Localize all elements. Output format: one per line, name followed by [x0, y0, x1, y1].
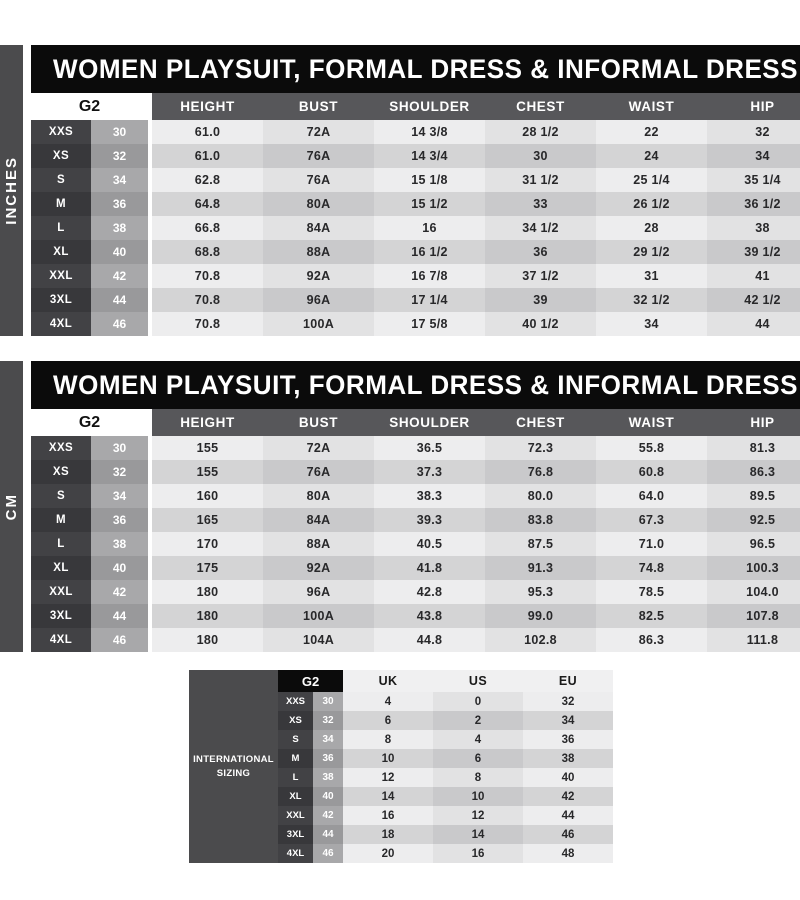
- data-cell: 104.0: [707, 580, 800, 604]
- intl-size-number: 44: [313, 825, 343, 844]
- data-cell: 30: [485, 144, 596, 168]
- data-cell: 34: [707, 144, 800, 168]
- data-cell: 76A: [263, 144, 374, 168]
- data-cell: 16 1/2: [374, 240, 485, 264]
- data-cell: 92A: [263, 264, 374, 288]
- data-cell: 92A: [263, 556, 374, 580]
- table-row-3xl: [31, 604, 800, 628]
- data-cell: 16 7/8: [374, 264, 485, 288]
- data-cell: 37 1/2: [485, 264, 596, 288]
- table-title-bar-cm: [31, 361, 800, 409]
- table-title-cm: WOMEN PLAYSUIT, FORMAL DRESS & INFORMAL DRESS: [53, 369, 799, 400]
- size-label: L: [31, 532, 91, 556]
- intl-data-cell: 38: [523, 749, 613, 768]
- intl-data-cell: 46: [523, 825, 613, 844]
- table-row-s: [31, 168, 800, 192]
- size-number: 34: [91, 484, 148, 508]
- intl-data-cell: 44: [523, 806, 613, 825]
- data-cell: 160: [152, 484, 263, 508]
- column-header-waist: WAIST: [596, 93, 707, 120]
- size-label: XXS: [31, 436, 91, 460]
- size-number: 32: [91, 144, 148, 168]
- data-cell: 17 5/8: [374, 312, 485, 336]
- data-cell: 14 3/4: [374, 144, 485, 168]
- data-cell: 61.0: [152, 144, 263, 168]
- intl-row-m: [278, 749, 613, 768]
- size-number: 42: [91, 580, 148, 604]
- data-cell: 32: [707, 120, 800, 144]
- data-cell: 25 1/4: [596, 168, 707, 192]
- intl-size-number: 42: [313, 806, 343, 825]
- intl-size-label: XS: [278, 711, 313, 730]
- size-number: 34: [91, 168, 148, 192]
- table-row-xxl: [31, 580, 800, 604]
- data-cell: 155: [152, 460, 263, 484]
- data-cell: 42 1/2: [707, 288, 800, 312]
- table-row-xs: [31, 460, 800, 484]
- data-cell: 76A: [263, 168, 374, 192]
- column-header-bust: BUST: [263, 409, 374, 436]
- table-title-bar-inches: [31, 45, 800, 93]
- unit-label-cm: CM: [3, 492, 20, 521]
- data-cell: 165: [152, 508, 263, 532]
- table-row-4xl: [31, 628, 800, 652]
- intl-row-s: [278, 730, 613, 749]
- size-number: 36: [91, 508, 148, 532]
- data-cell: 41.8: [374, 556, 485, 580]
- data-cell: 96A: [263, 288, 374, 312]
- data-cell: 78.5: [596, 580, 707, 604]
- column-header-waist: WAIST: [596, 409, 707, 436]
- data-cell: 31 1/2: [485, 168, 596, 192]
- table-row-xxl: [31, 264, 800, 288]
- intl-data-cell: 12: [343, 768, 433, 787]
- size-label: XXS: [31, 120, 91, 144]
- rows-inches: [31, 120, 800, 336]
- data-cell: 88A: [263, 532, 374, 556]
- data-cell: 180: [152, 580, 263, 604]
- data-cell: 28: [596, 216, 707, 240]
- column-header-hip: HIP: [707, 409, 800, 436]
- data-cell: 15 1/8: [374, 168, 485, 192]
- data-cell: 86.3: [707, 460, 800, 484]
- data-cell: 76.8: [485, 460, 596, 484]
- data-cell: 86.3: [596, 628, 707, 652]
- data-cell: 71.0: [596, 532, 707, 556]
- data-cell: 80.0: [485, 484, 596, 508]
- data-cell: 111.8: [707, 628, 800, 652]
- size-label: XS: [31, 144, 91, 168]
- column-header-shoulder: SHOULDER: [374, 409, 485, 436]
- data-cell: 81.3: [707, 436, 800, 460]
- data-cell: 29 1/2: [596, 240, 707, 264]
- size-table-cm: [0, 361, 800, 652]
- data-cell: 39.3: [374, 508, 485, 532]
- size-number: 36: [91, 192, 148, 216]
- intl-size-label: XXS: [278, 692, 313, 711]
- intl-data-cell: 10: [343, 749, 433, 768]
- unit-rail-cm: [0, 361, 23, 652]
- data-cell: 99.0: [485, 604, 596, 628]
- corner-label-g2: G2: [31, 409, 148, 436]
- data-cell: 96A: [263, 580, 374, 604]
- size-table-inches: [0, 45, 800, 336]
- table-row-xl: [31, 556, 800, 580]
- size-label: S: [31, 484, 91, 508]
- data-cell: 22: [596, 120, 707, 144]
- intl-size-number: 38: [313, 768, 343, 787]
- intl-data-cell: 14: [433, 825, 523, 844]
- data-cell: 96.5: [707, 532, 800, 556]
- intl-size-label: S: [278, 730, 313, 749]
- table-row-xl: [31, 240, 800, 264]
- data-cell: 100.3: [707, 556, 800, 580]
- intl-size-number: 32: [313, 711, 343, 730]
- data-cell: 95.3: [485, 580, 596, 604]
- size-number: 38: [91, 532, 148, 556]
- size-label: 4XL: [31, 628, 91, 652]
- data-cell: 39 1/2: [707, 240, 800, 264]
- data-cell: 42.8: [374, 580, 485, 604]
- size-label: S: [31, 168, 91, 192]
- data-cell: 64.0: [596, 484, 707, 508]
- size-label: L: [31, 216, 91, 240]
- intl-corner-label-g2: G2: [278, 670, 343, 692]
- data-cell: 92.5: [707, 508, 800, 532]
- intl-size-label: L: [278, 768, 313, 787]
- data-cell: 87.5: [485, 532, 596, 556]
- corner-label-g2: G2: [31, 93, 148, 120]
- data-cell: 82.5: [596, 604, 707, 628]
- data-cell: 67.3: [596, 508, 707, 532]
- intl-row-4xl: [278, 844, 613, 863]
- intl-data-cell: 36: [523, 730, 613, 749]
- intl-size-label: XXL: [278, 806, 313, 825]
- intl-size-number: 36: [313, 749, 343, 768]
- column-header-shoulder: SHOULDER: [374, 93, 485, 120]
- column-header-chest: CHEST: [485, 93, 596, 120]
- intl-row-l: [278, 768, 613, 787]
- intl-data-cell: 0: [433, 692, 523, 711]
- data-cell: 88A: [263, 240, 374, 264]
- size-label: 3XL: [31, 604, 91, 628]
- intl-size-number: 46: [313, 844, 343, 863]
- data-cell: 180: [152, 604, 263, 628]
- data-cell: 43.8: [374, 604, 485, 628]
- table-row-l: [31, 216, 800, 240]
- intl-data-cell: 8: [343, 730, 433, 749]
- column-header-hip: HIP: [707, 93, 800, 120]
- table-row-l: [31, 532, 800, 556]
- size-number: 44: [91, 604, 148, 628]
- data-cell: 40.5: [374, 532, 485, 556]
- intl-data-cell: 32: [523, 692, 613, 711]
- data-cell: 104A: [263, 628, 374, 652]
- data-cell: 170: [152, 532, 263, 556]
- intl-row-xl: [278, 787, 613, 806]
- data-cell: 84A: [263, 508, 374, 532]
- data-cell: 38.3: [374, 484, 485, 508]
- size-number: 44: [91, 288, 148, 312]
- data-cell: 74.8: [596, 556, 707, 580]
- size-label: M: [31, 508, 91, 532]
- intl-data-cell: 20: [343, 844, 433, 863]
- header-row-inches: [31, 93, 800, 120]
- intl-data-cell: 10: [433, 787, 523, 806]
- unit-label-inches: INCHES: [3, 156, 20, 225]
- intl-data-cell: 16: [343, 806, 433, 825]
- size-number: 46: [91, 312, 148, 336]
- data-cell: 38: [707, 216, 800, 240]
- table-row-xxs: [31, 120, 800, 144]
- intl-data-cell: 18: [343, 825, 433, 844]
- data-cell: 70.8: [152, 264, 263, 288]
- data-cell: 14 3/8: [374, 120, 485, 144]
- data-cell: 36: [485, 240, 596, 264]
- size-number: 40: [91, 556, 148, 580]
- intl-data-cell: 6: [343, 711, 433, 730]
- data-cell: 34 1/2: [485, 216, 596, 240]
- data-cell: 70.8: [152, 312, 263, 336]
- intl-row-3xl: [278, 825, 613, 844]
- data-cell: 60.8: [596, 460, 707, 484]
- data-cell: 55.8: [596, 436, 707, 460]
- intl-size-label: XL: [278, 787, 313, 806]
- data-cell: 39: [485, 288, 596, 312]
- intl-row-xxl: [278, 806, 613, 825]
- size-label: 4XL: [31, 312, 91, 336]
- intl-data-cell: 48: [523, 844, 613, 863]
- data-cell: 17 1/4: [374, 288, 485, 312]
- intl-size-label: M: [278, 749, 313, 768]
- data-cell: 40 1/2: [485, 312, 596, 336]
- data-cell: 175: [152, 556, 263, 580]
- data-cell: 180: [152, 628, 263, 652]
- table-row-m: [31, 508, 800, 532]
- data-cell: 37.3: [374, 460, 485, 484]
- intl-data-cell: 2: [433, 711, 523, 730]
- header-row-cm: [31, 409, 800, 436]
- size-number: 32: [91, 460, 148, 484]
- data-cell: 155: [152, 436, 263, 460]
- data-cell: 16: [374, 216, 485, 240]
- size-label: XXL: [31, 580, 91, 604]
- international-rows: [278, 692, 613, 863]
- intl-row-xs: [278, 711, 613, 730]
- intl-size-number: 30: [313, 692, 343, 711]
- data-cell: 100A: [263, 604, 374, 628]
- size-number: 42: [91, 264, 148, 288]
- international-sizing-table: [189, 670, 613, 863]
- data-cell: 61.0: [152, 120, 263, 144]
- data-cell: 64.8: [152, 192, 263, 216]
- intl-data-cell: 8: [433, 768, 523, 787]
- size-number: 38: [91, 216, 148, 240]
- data-cell: 15 1/2: [374, 192, 485, 216]
- size-label: XL: [31, 240, 91, 264]
- size-number: 40: [91, 240, 148, 264]
- data-cell: 83.8: [485, 508, 596, 532]
- table-row-4xl: [31, 312, 800, 336]
- data-cell: 70.8: [152, 288, 263, 312]
- intl-column-header-uk: UK: [343, 670, 433, 692]
- data-cell: 80A: [263, 192, 374, 216]
- size-number: 30: [91, 436, 148, 460]
- size-label: 3XL: [31, 288, 91, 312]
- table-row-3xl: [31, 288, 800, 312]
- intl-column-header-eu: EU: [523, 670, 613, 692]
- data-cell: 32 1/2: [596, 288, 707, 312]
- data-cell: 84A: [263, 216, 374, 240]
- data-cell: 24: [596, 144, 707, 168]
- table-row-xs: [31, 144, 800, 168]
- size-number: 46: [91, 628, 148, 652]
- intl-data-cell: 6: [433, 749, 523, 768]
- data-cell: 31: [596, 264, 707, 288]
- intl-data-cell: 40: [523, 768, 613, 787]
- international-sizing-label: INTERNATIONAL SIZING: [189, 670, 278, 863]
- size-label: XL: [31, 556, 91, 580]
- intl-row-xxs: [278, 692, 613, 711]
- intl-size-label: 4XL: [278, 844, 313, 863]
- data-cell: 41: [707, 264, 800, 288]
- data-cell: 26 1/2: [596, 192, 707, 216]
- rows-cm: [31, 436, 800, 652]
- table-title-inches: WOMEN PLAYSUIT, FORMAL DRESS & INFORMAL DRESS: [53, 53, 799, 84]
- data-cell: 36.5: [374, 436, 485, 460]
- data-cell: 72A: [263, 436, 374, 460]
- international-header-row: [278, 670, 613, 692]
- intl-data-cell: 12: [433, 806, 523, 825]
- intl-size-label: 3XL: [278, 825, 313, 844]
- size-label: M: [31, 192, 91, 216]
- data-cell: 34: [596, 312, 707, 336]
- data-cell: 44: [707, 312, 800, 336]
- table-row-m: [31, 192, 800, 216]
- column-header-height: HEIGHT: [152, 93, 263, 120]
- data-cell: 80A: [263, 484, 374, 508]
- intl-data-cell: 4: [433, 730, 523, 749]
- unit-rail-inches: [0, 45, 23, 336]
- column-header-chest: CHEST: [485, 409, 596, 436]
- size-number: 30: [91, 120, 148, 144]
- data-cell: 68.8: [152, 240, 263, 264]
- intl-data-cell: 42: [523, 787, 613, 806]
- table-row-xxs: [31, 436, 800, 460]
- data-cell: 66.8: [152, 216, 263, 240]
- data-cell: 72.3: [485, 436, 596, 460]
- intl-column-header-us: US: [433, 670, 523, 692]
- data-cell: 89.5: [707, 484, 800, 508]
- data-cell: 100A: [263, 312, 374, 336]
- column-header-bust: BUST: [263, 93, 374, 120]
- data-cell: 33: [485, 192, 596, 216]
- data-cell: 102.8: [485, 628, 596, 652]
- intl-data-cell: 16: [433, 844, 523, 863]
- table-row-s: [31, 484, 800, 508]
- data-cell: 35 1/4: [707, 168, 800, 192]
- data-cell: 36 1/2: [707, 192, 800, 216]
- data-cell: 72A: [263, 120, 374, 144]
- intl-size-number: 34: [313, 730, 343, 749]
- intl-data-cell: 34: [523, 711, 613, 730]
- data-cell: 107.8: [707, 604, 800, 628]
- intl-data-cell: 14: [343, 787, 433, 806]
- intl-data-cell: 4: [343, 692, 433, 711]
- intl-size-number: 40: [313, 787, 343, 806]
- size-label: XS: [31, 460, 91, 484]
- size-label: XXL: [31, 264, 91, 288]
- data-cell: 91.3: [485, 556, 596, 580]
- data-cell: 76A: [263, 460, 374, 484]
- data-cell: 44.8: [374, 628, 485, 652]
- data-cell: 28 1/2: [485, 120, 596, 144]
- column-header-height: HEIGHT: [152, 409, 263, 436]
- data-cell: 62.8: [152, 168, 263, 192]
